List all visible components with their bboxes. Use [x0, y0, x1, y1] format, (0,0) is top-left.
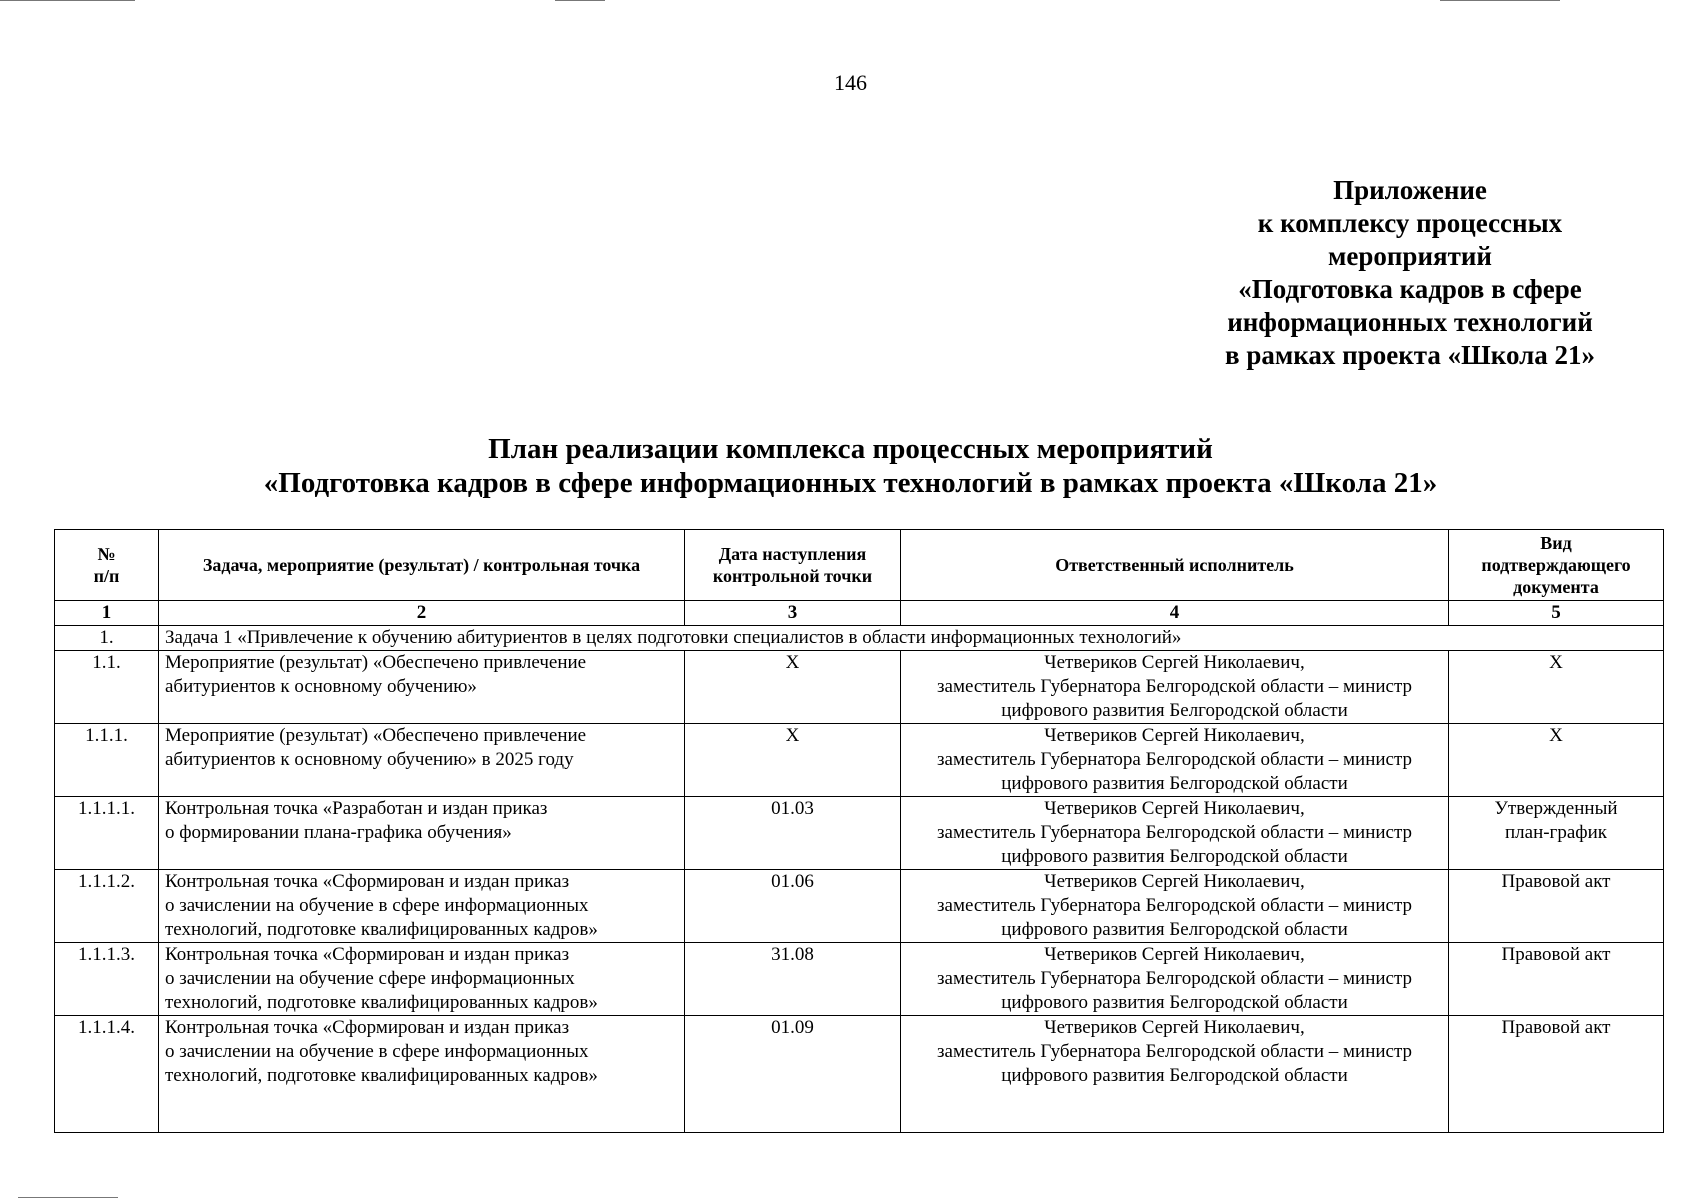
row-text-line: о зачислении на обучение в сфере информационных: [165, 1041, 589, 1062]
table-row: [55, 943, 1664, 1016]
row-text: [159, 943, 685, 1016]
row-doc-line: Правовой акт: [1501, 944, 1611, 965]
row-text: [159, 870, 685, 943]
row-num: 1.1.1.: [55, 724, 159, 797]
column-number-row: [55, 601, 1664, 626]
appendix-line: мероприятий: [1327, 241, 1492, 271]
table-row: [55, 1016, 1664, 1133]
row-text-line: о зачислении на обучение сфере информационных: [165, 968, 575, 989]
header-doc-line: Вид: [1540, 533, 1572, 553]
row-executor-line: цифрового развития Белгородской области: [1001, 846, 1348, 867]
task-row: [55, 626, 1664, 651]
row-executor-line: заместитель Губернатора Белгородской области – министр: [937, 749, 1412, 770]
appendix-line: к комплексу процессных: [1257, 208, 1563, 238]
row-executor-line: цифрового развития Белгородской области: [1001, 773, 1348, 794]
row-num: 1.1.1.1.: [55, 797, 159, 870]
column-number: 1: [55, 601, 159, 626]
row-executor-line: заместитель Губернатора Белгородской области – министр: [937, 968, 1412, 989]
row-executor-line: Четвериков Сергей Николаевич,: [1044, 944, 1305, 965]
row-text-line: технологий, подготовке квалифицированных кадров»: [165, 919, 598, 940]
row-executor-line: Четвериков Сергей Николаевич,: [1044, 1017, 1305, 1038]
row-document: [1449, 943, 1664, 1016]
table-row: [55, 724, 1664, 797]
row-num: 1.1.1.2.: [55, 870, 159, 943]
task-num: 1.: [55, 626, 159, 651]
row-executor: [901, 651, 1449, 724]
appendix-line: «Подготовка кадров в сфере: [1238, 274, 1582, 304]
row-text-line: Контрольная точка «Сформирован и издан приказ: [165, 1017, 570, 1038]
row-text-line: Контрольная точка «Сформирован и издан приказ: [165, 944, 570, 965]
row-doc-line: Правовой акт: [1501, 871, 1611, 892]
row-executor-line: Четвериков Сергей Николаевич,: [1044, 652, 1305, 673]
plan-table: [54, 529, 1664, 1133]
row-doc-line: Х: [1549, 725, 1563, 746]
row-text-line: технологий, подготовке квалифицированных кадров»: [165, 992, 598, 1013]
row-executor: [901, 724, 1449, 797]
row-text-line: о зачислении на обучение в сфере информационных: [165, 895, 589, 916]
header-date-line: контрольной точки: [712, 566, 873, 586]
column-number: 4: [901, 601, 1449, 626]
header-date: [685, 530, 901, 601]
row-document: [1449, 651, 1664, 724]
column-number: 3: [685, 601, 901, 626]
row-executor-line: Четвериков Сергей Николаевич,: [1044, 725, 1305, 746]
header-executor: Ответственный исполнитель: [901, 530, 1449, 601]
row-executor: [901, 1016, 1449, 1133]
row-num: 1.1.1.3.: [55, 943, 159, 1016]
task-text: [159, 626, 1664, 651]
row-document: [1449, 724, 1664, 797]
header-num: [55, 530, 159, 601]
row-date: 01.06: [685, 870, 901, 943]
row-executor-line: заместитель Губернатора Белгородской области – министр: [937, 895, 1412, 916]
header-num-line: п/п: [93, 566, 120, 586]
row-date: Х: [685, 724, 901, 797]
scan-edge-line-top-mid: [555, 0, 605, 1]
row-document: [1449, 797, 1664, 870]
appendix-heading: [1180, 174, 1640, 372]
row-executor-line: заместитель Губернатора Белгородской области – министр: [937, 676, 1412, 697]
row-doc-line: Утвержденный: [1494, 798, 1618, 819]
row-text: [159, 651, 685, 724]
header-doc-line: документа: [1513, 577, 1599, 597]
appendix-line: в рамках проекта «Школа 21»: [1225, 340, 1595, 370]
row-executor-line: цифрового развития Белгородской области: [1001, 1065, 1348, 1086]
row-executor: [901, 870, 1449, 943]
row-text-line: Мероприятие (результат) «Обеспечено привлечение: [165, 652, 587, 673]
row-document: [1449, 1016, 1664, 1133]
row-text-line: Контрольная точка «Сформирован и издан приказ: [165, 871, 570, 892]
row-executor-line: цифрового развития Белгородской области: [1001, 700, 1348, 721]
appendix-line: информационных технологий: [1227, 307, 1593, 337]
row-num: 1.1.: [55, 651, 159, 724]
column-number: 2: [159, 601, 685, 626]
header-doc-line: подтверждающего: [1481, 555, 1631, 575]
row-text-line: абитуриентов к основному обучению» в 2025 году: [165, 749, 574, 770]
row-document: [1449, 870, 1664, 943]
row-executor-line: заместитель Губернатора Белгородской области – министр: [937, 822, 1412, 843]
header-task: Задача, мероприятие (результат) / контрольная точка: [159, 530, 685, 601]
row-executor: [901, 943, 1449, 1016]
row-text: [159, 1016, 685, 1133]
plan-title-line-2: «Подготовка кадров в сфере информационных технологий в рамках проекта «Школа 21»: [263, 467, 1438, 499]
row-date: 01.09: [685, 1016, 901, 1133]
row-doc-line: Правовой акт: [1501, 1017, 1611, 1038]
row-date: 01.03: [685, 797, 901, 870]
row-text-line: Мероприятие (результат) «Обеспечено привлечение: [165, 725, 587, 746]
table-row: [55, 870, 1664, 943]
row-text-line: Контрольная точка «Разработан и издан приказ: [165, 798, 548, 819]
task-text-line: Задача 1 «Привлечение к обучению абитуриентов в целях подготовки специалистов в области информационных технологий»: [165, 627, 1182, 648]
row-text-line: о формировании плана-графика обучения»: [165, 822, 512, 843]
row-text: [159, 797, 685, 870]
scan-edge-line-bottom-left: [18, 1197, 118, 1198]
row-text-line: абитуриентов к основному обучению»: [165, 676, 477, 697]
row-executor-line: Четвериков Сергей Николаевич,: [1044, 871, 1305, 892]
table-row: [55, 651, 1664, 724]
header-num-line: №: [97, 544, 116, 564]
row-text-line: технологий, подготовке квалифицированных кадров»: [165, 1065, 598, 1086]
row-doc-line: план-график: [1504, 822, 1607, 843]
row-num: 1.1.1.4.: [55, 1016, 159, 1133]
row-executor: [901, 797, 1449, 870]
header-document: [1449, 530, 1664, 601]
row-doc-line: Х: [1549, 652, 1563, 673]
appendix-line: Приложение: [1333, 175, 1487, 205]
header-date-line: Дата наступления: [718, 544, 867, 564]
page-number: 146: [834, 70, 867, 95]
row-date: 31.08: [685, 943, 901, 1016]
row-executor-line: заместитель Губернатора Белгородской области – министр: [937, 1041, 1412, 1062]
table-row: [55, 797, 1664, 870]
header-row: [55, 530, 1664, 601]
plan-title: [0, 432, 1701, 500]
row-executor-line: цифрового развития Белгородской области: [1001, 919, 1348, 940]
column-number: 5: [1449, 601, 1664, 626]
row-text: [159, 724, 685, 797]
plan-title-line-1: План реализации комплекса процессных мероприятий: [488, 433, 1213, 465]
scan-edge-line-top-left: [0, 0, 135, 1]
row-executor-line: цифрового развития Белгородской области: [1001, 992, 1348, 1013]
row-executor-line: Четвериков Сергей Николаевич,: [1044, 798, 1305, 819]
scan-edge-line-top-right: [1440, 0, 1560, 1]
row-date: Х: [685, 651, 901, 724]
